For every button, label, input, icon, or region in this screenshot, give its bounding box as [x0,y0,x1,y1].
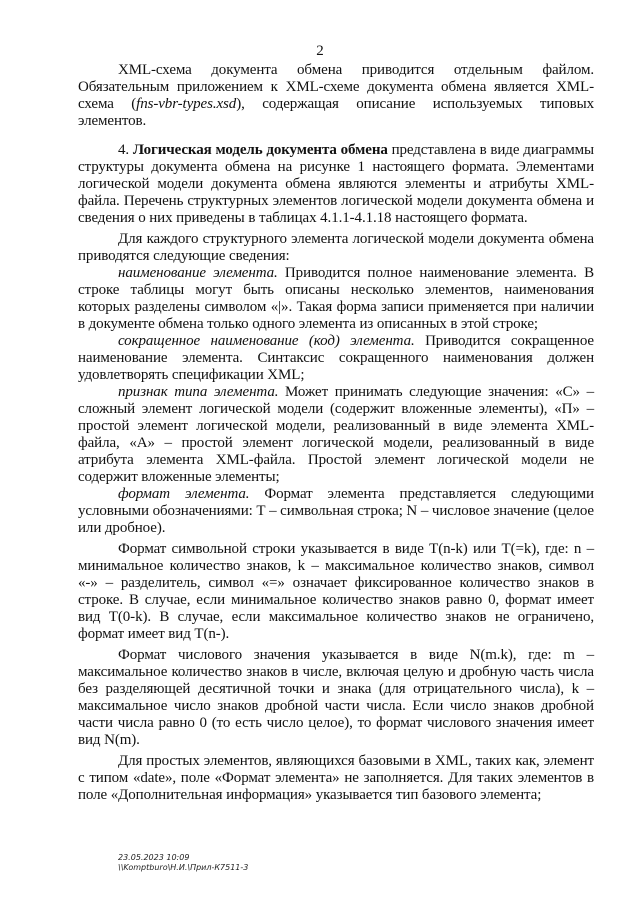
list-term: сокращенное наименование (код) элемента. [118,333,415,349]
paragraph-text: ), содержащая описание используемых типовых элементов. [78,96,594,129]
paragraph-text: Формат символьной строки указывается в виде Т(n-k) или Т(=k), где: n – минимальное количество знаков, k – максимальное количество знаков, символ «-» – разделитель, символ «=» означает фиксированное количество знаков в строке. В случае, если минимальное количество знаков равно 0, формат имеет вид Т(0-k). В случае, если максимальное количество знаков не ограничено, формат имеет вид Т(n-). [78,541,594,642]
page-number: 2 [316,43,324,59]
list-term: признак типа элемента. [118,384,279,400]
paragraph-text: Для простых элементов, являющихся базовыми в XML, таких как, элемент с типом «date», поле «Формат элемента» не заполняется. Для таких элементов в поле «Дополнительная информация» указывается тип базового элемента; [78,753,594,803]
paragraph-text: Приводится полное наименование элемента. В строке таблицы могут быть описаны несколько элементов, наименования которых разделены символом «|». Такая форма записи применяется при наличии в документе обмена только одного элемента из описанных в этой строке; [78,265,594,332]
paragraph-text: Приводится сокращенное наименование элемента. Синтаксис сокращенного наименования должен удовлетворять спецификации XML; [78,333,594,383]
paragraph-number-format [78,647,594,749]
paragraph-string-format [78,541,594,643]
list-item-element-format [78,486,594,537]
list-item-element-name [78,265,594,333]
footer-date: 23.05.2023 10:09 [118,853,190,862]
paragraph-text: представлена в виде диаграммы структуры документа обмена на рисунке 1 настоящего формата. Элементами логической модели документа обмена являются элементы и атрибуты XML-файла. Перечень структурных элементов логической модели документа обмена и сведения о них приведены в таблицах 4.1.1-4.1.18 настоящего формата. [78,142,594,226]
section-title: Логическая модель документа обмена [132,142,388,158]
paragraph-intro-list [78,231,594,265]
paragraph-logical-model [78,142,594,227]
list-term: формат элемента. [118,486,250,502]
list-item-element-type [78,384,594,486]
section-number: 4. [118,142,133,158]
paragraph-base-types [78,753,594,804]
footer-file-path: \\Komptburo\Н.И.\Прил-К7511-3 [118,863,249,872]
document-footer [118,853,248,873]
list-term: наименование элемента. [118,265,278,281]
paragraph-text: Формат элемента представляется следующими условными обозначениями: Т – символьная строка; N – числовое значение (целое или дробное). [78,486,594,536]
list-item-short-name [78,333,594,384]
paragraph-text: Формат числового значения указывается в виде N(m.k), где: m – максимальное количество знаков в числе, включая целую и дробную часть числа без разделяющей десятичной точки и знака (для отрицательного числа), k – максимальное число знаков дробной части числа. Если число знаков дробной части числа равно 0 (то есть число целое), то формат числового значения имеет вид N(m). [78,647,594,748]
paragraph-text: Может принимать следующие значения: «С» – сложный элемент логической модели (содержит вложенные элементы), «П» – простой элемент логической модели, реализованный в виде элемента XML-файла, «А» – простой элемент логической модели, реализованный в виде атрибута элемента XML-файла. Простой элемент логической модели не содержит вложенные элементы; [78,384,594,485]
document-body [78,62,594,804]
schema-file-name: fns-vbr-types.xsd [136,96,237,112]
paragraph-xml-schema [78,62,594,130]
paragraph-text: Для каждого структурного элемента логической модели документа обмена приводятся следующие сведения: [78,231,594,264]
paragraph-text: XML-схема документа обмена приводится отдельным файлом. Обязательным приложением к XML-схеме документа обмена является XML-схема ( [78,62,594,112]
